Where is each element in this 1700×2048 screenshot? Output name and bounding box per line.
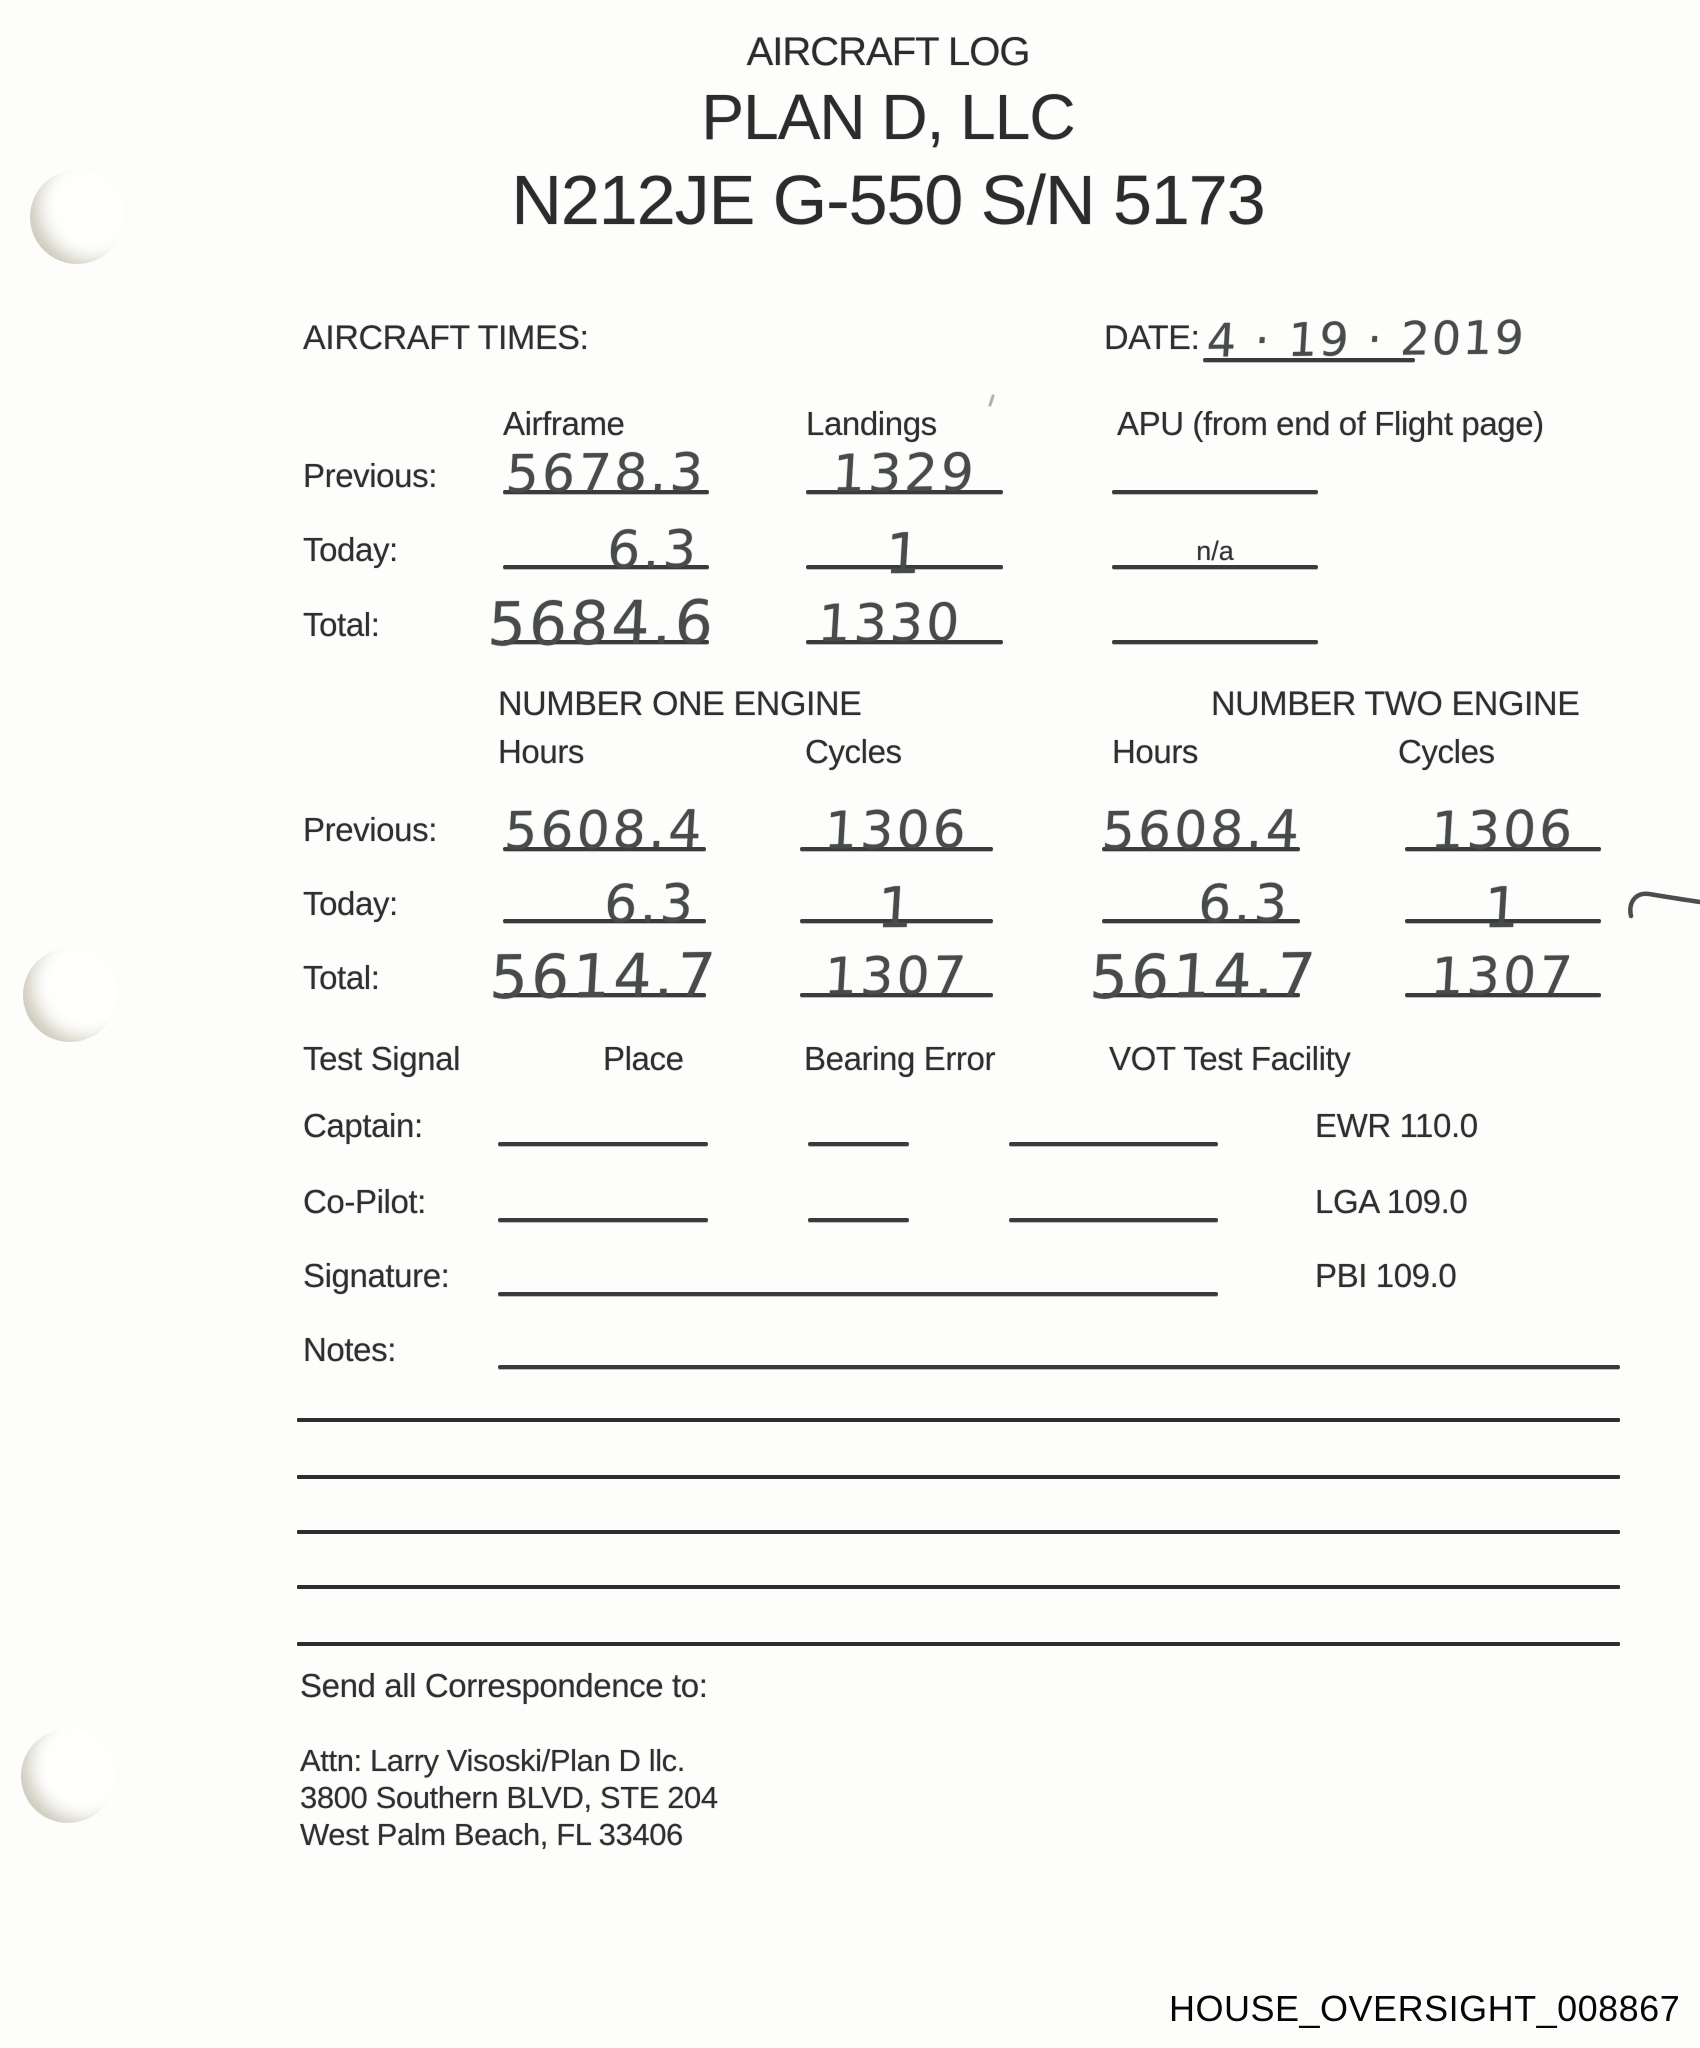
apu-column-header: APU (from end of Flight page): [1117, 405, 1544, 442]
total-apu-blank-line: [1112, 640, 1318, 644]
notes-ruled-line: [297, 1475, 1620, 1479]
facility-lga-value: LGA 109.0: [1315, 1183, 1468, 1220]
engine-two-title: NUMBER TWO ENGINE: [1211, 685, 1580, 723]
engine-one-title: NUMBER ONE ENGINE: [498, 685, 862, 723]
e2-cycles-previous-value: 1306: [1428, 800, 1578, 862]
e1-cycles-today-value: 1: [875, 875, 918, 942]
e2-hours-total-value: 5614.7: [1087, 940, 1321, 1014]
co-pilot-label: Co-Pilot:: [303, 1183, 426, 1220]
e1-cycles-previous-value: 1306: [822, 800, 971, 862]
aircraft-log-title: AIRCRAFT LOG: [746, 30, 1030, 74]
today-landings-value: 1: [883, 521, 926, 588]
notes-label: Notes:: [303, 1331, 396, 1368]
correspondence-attn-line: Attn: Larry Visoski/Plan D llc.: [300, 1743, 685, 1778]
aircraft-identifier: N212JE G-550 S/N 5173: [511, 161, 1265, 239]
co-pilot-bearing-blank-line: [808, 1218, 909, 1222]
notes-ruled-line: [297, 1585, 1620, 1589]
captain-place-blank-line: [498, 1142, 708, 1146]
captain-label: Captain:: [303, 1107, 423, 1144]
engine-two-cycles-header: Cycles: [1398, 733, 1495, 770]
engine-one-hours-header: Hours: [498, 733, 585, 770]
facility-ewr-value: EWR 110.0: [1315, 1107, 1478, 1144]
bearing-error-header: Bearing Error: [804, 1040, 996, 1077]
signature-blank-line: [498, 1292, 1218, 1296]
notes-ruled-line: [297, 1530, 1620, 1534]
times-total-label: Total:: [303, 606, 380, 643]
company-name: PLAN D, LLC: [701, 81, 1075, 153]
correspondence-city-line: West Palm Beach, FL 33406: [300, 1817, 683, 1852]
signature-label: Signature:: [303, 1257, 450, 1294]
e2-cycles-today-value: 1: [1481, 875, 1525, 942]
landings-column-header: Landings: [806, 405, 937, 442]
bates-number: HOUSE_OVERSIGHT_008867: [1169, 1988, 1681, 2029]
date-label: DATE:: [1104, 319, 1200, 357]
notes-ruled-line: [297, 1642, 1620, 1646]
vot-test-facility-header: VOT Test Facility: [1109, 1040, 1351, 1077]
scan-artifact: [988, 394, 995, 407]
facility-pbi-value: PBI 109.0: [1315, 1257, 1457, 1294]
hole-punch-middle: [23, 948, 117, 1042]
previous-apu-blank-line: [1112, 490, 1318, 494]
engine-two-hours-header: Hours: [1112, 733, 1199, 770]
hole-punch-bottom: [21, 1729, 115, 1823]
today-airframe-value: 6.3: [605, 519, 701, 581]
engine-total-label: Total:: [303, 959, 380, 996]
total-landings-value: 1330: [815, 593, 965, 655]
notes-ruled-line: [297, 1418, 1620, 1422]
date-value-handwritten: 4 · 19 · 2019: [1205, 310, 1528, 368]
pen-stroke-mark: [1622, 880, 1700, 924]
test-signal-header: Test Signal: [303, 1040, 461, 1077]
place-header: Place: [603, 1040, 684, 1077]
previous-landings-value: 1329: [830, 443, 979, 505]
notes-first-line: [498, 1365, 1620, 1369]
e1-hours-today-value: 6.3: [602, 873, 698, 935]
today-apu-value: n/a: [1196, 536, 1234, 566]
correspondence-street-line: 3800 Southern BLVD, STE 204: [300, 1780, 718, 1815]
engine-one-cycles-header: Cycles: [805, 733, 902, 770]
captain-facility-blank-line: [1009, 1142, 1218, 1146]
e1-cycles-total-value: 1307: [822, 946, 971, 1008]
e1-hours-previous-value: 5608.4: [502, 799, 707, 863]
previous-airframe-value: 5678.3: [504, 442, 708, 506]
e2-hours-today-value: 6.3: [1196, 874, 1292, 935]
captain-bearing-blank-line: [808, 1142, 909, 1146]
co-pilot-place-blank-line: [498, 1218, 708, 1222]
engine-previous-label: Previous:: [303, 811, 437, 848]
airframe-column-header: Airframe: [503, 405, 625, 442]
e2-hours-previous-value: 5608.4: [1100, 799, 1304, 863]
aircraft-times-heading: AIRCRAFT TIMES:: [303, 319, 589, 357]
e1-hours-total-value: 5614.7: [487, 940, 721, 1014]
times-previous-label: Previous:: [303, 457, 437, 494]
total-airframe-value: 5684.6: [485, 587, 719, 661]
engine-today-label: Today:: [303, 885, 398, 922]
times-today-label: Today:: [303, 531, 398, 568]
e2-cycles-total-value: 1307: [1428, 946, 1578, 1008]
co-pilot-facility-blank-line: [1009, 1218, 1218, 1222]
correspondence-heading: Send all Correspondence to:: [300, 1667, 708, 1704]
